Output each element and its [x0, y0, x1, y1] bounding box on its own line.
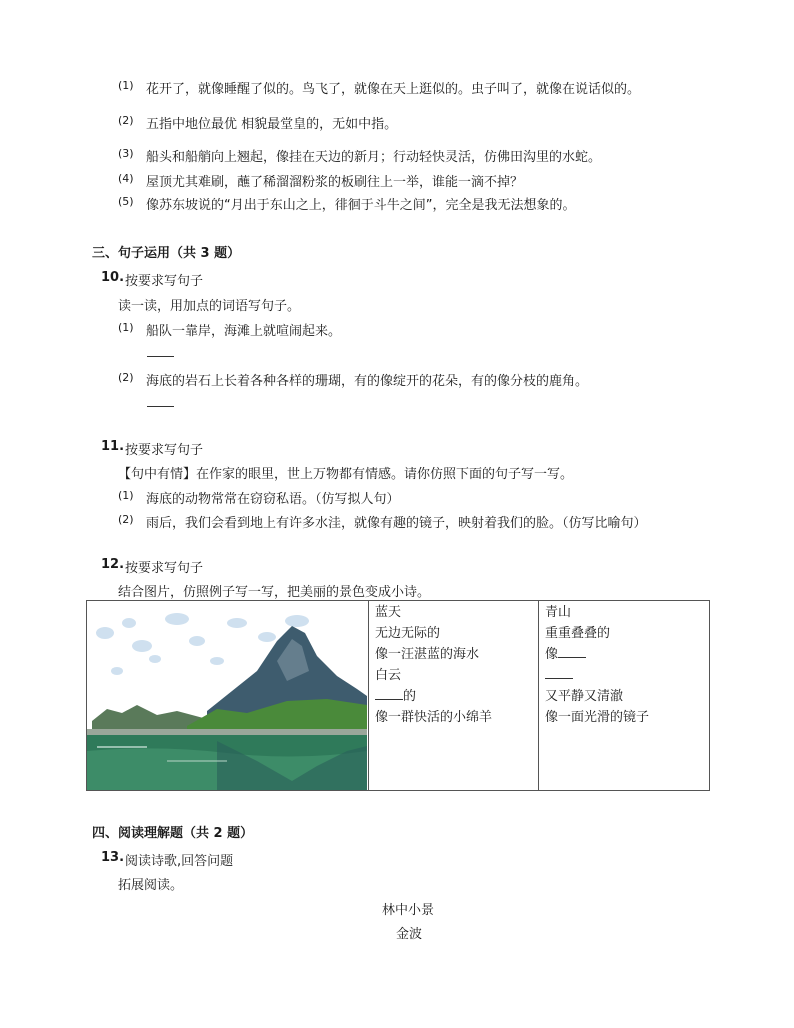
poem-blank-line	[545, 665, 709, 686]
question-number: 12.	[101, 557, 125, 572]
poem-line: 又平静又清澈	[545, 689, 624, 704]
item-text: 雨后，我们会看到地上有许多水洼，就像有趣的镜子，映射着我们的脸。（仿写比喻句）	[146, 516, 647, 531]
poem-author: 金波	[396, 927, 423, 942]
item-text: 五指中地位最优 相貌最堂皇的，无如中指。	[146, 117, 398, 132]
poem-line: 无边无际的	[375, 626, 441, 641]
question-instruction: 读一读，用加点的词语写句子。	[118, 299, 301, 314]
answer-blank[interactable]	[147, 343, 174, 357]
item-number: (1)	[118, 79, 134, 92]
item-text: 花开了，就像睡醒了似的。鸟飞了，就像在天上逛似的。虫子叫了，就像在说话似的。	[146, 82, 641, 97]
poem-right-cell	[539, 601, 710, 791]
question-title: 按要求写句子	[125, 443, 204, 458]
question-number: 10.	[101, 270, 125, 285]
item-text: 海底的岩石上长着各种各样的珊瑚，有的像绽开的花朵，有的像分枝的鹿角。	[146, 374, 589, 389]
question-title: 阅读诗歌,回答问题	[125, 854, 234, 869]
landscape-image	[87, 601, 367, 790]
section-title: 四、阅读理解题（共 2 题）	[92, 826, 254, 841]
poem-line: 像一汪湛蓝的海水	[375, 647, 480, 662]
answer-blank[interactable]	[147, 393, 174, 407]
question-instruction: 【句中有情】在作家的眼里，世上万物都有情感。请你仿照下面的句子写一写。	[118, 467, 574, 482]
question-title: 按要求写句子	[125, 561, 204, 576]
poem-line-with-blank	[375, 686, 538, 707]
item-text: 船头和船艄向上翘起，像挂在天边的新月；行动轻快灵活，仿佛田沟里的水蛇。	[146, 150, 602, 165]
question-number: 13.	[101, 850, 125, 865]
poem-line: 白云	[375, 668, 402, 683]
item-number: (5)	[118, 195, 134, 208]
poem-title: 林中小景	[382, 903, 435, 918]
poem-line: 青山	[545, 605, 572, 620]
item-text: 海底的动物常常在窃窃私语。（仿写拟人句）	[146, 492, 400, 507]
answer-blank[interactable]	[545, 665, 573, 679]
item-number: (1)	[118, 489, 134, 502]
item-number: (2)	[118, 371, 134, 384]
item-number: (1)	[118, 321, 134, 334]
answer-blank[interactable]	[558, 644, 586, 658]
landscape-image-cell	[87, 601, 369, 791]
question-instruction: 结合图片，仿照例子写一写，把美丽的景色变成小诗。	[118, 585, 431, 600]
item-text: 屋顶尤其难刷，蘸了稀溜溜粉浆的板刷往上一举，谁能一滴不掉？	[146, 175, 524, 190]
poem-line: 重重叠叠的	[545, 626, 611, 641]
section-title: 三、句子运用（共 3 题）	[92, 246, 241, 261]
poem-line-suffix: 的	[403, 689, 417, 704]
poem-line: 蓝天	[375, 605, 402, 620]
item-number: (2)	[118, 114, 134, 127]
question-instruction: 拓展阅读。	[118, 878, 184, 893]
poem-line-prefix: 像	[545, 647, 559, 662]
item-number: (3)	[118, 147, 134, 160]
poem-line: 像一群快活的小绵羊	[375, 710, 493, 725]
poem-left-cell	[369, 601, 539, 791]
question-number: 11.	[101, 439, 125, 454]
item-text: 像苏东坡说的“月出于东山之上，徘徊于斗牛之间”，完全是我无法想象的。	[146, 198, 576, 213]
item-text: 船队一靠岸，海滩上就喧闹起来。	[146, 324, 342, 339]
item-number: (4)	[118, 172, 134, 185]
poem-line-with-blank	[545, 644, 709, 665]
item-number: (2)	[118, 513, 134, 526]
answer-blank[interactable]	[375, 686, 403, 700]
poem-table	[86, 600, 710, 791]
poem-line: 像一面光滑的镜子	[545, 710, 650, 725]
question-title: 按要求写句子	[125, 274, 204, 289]
